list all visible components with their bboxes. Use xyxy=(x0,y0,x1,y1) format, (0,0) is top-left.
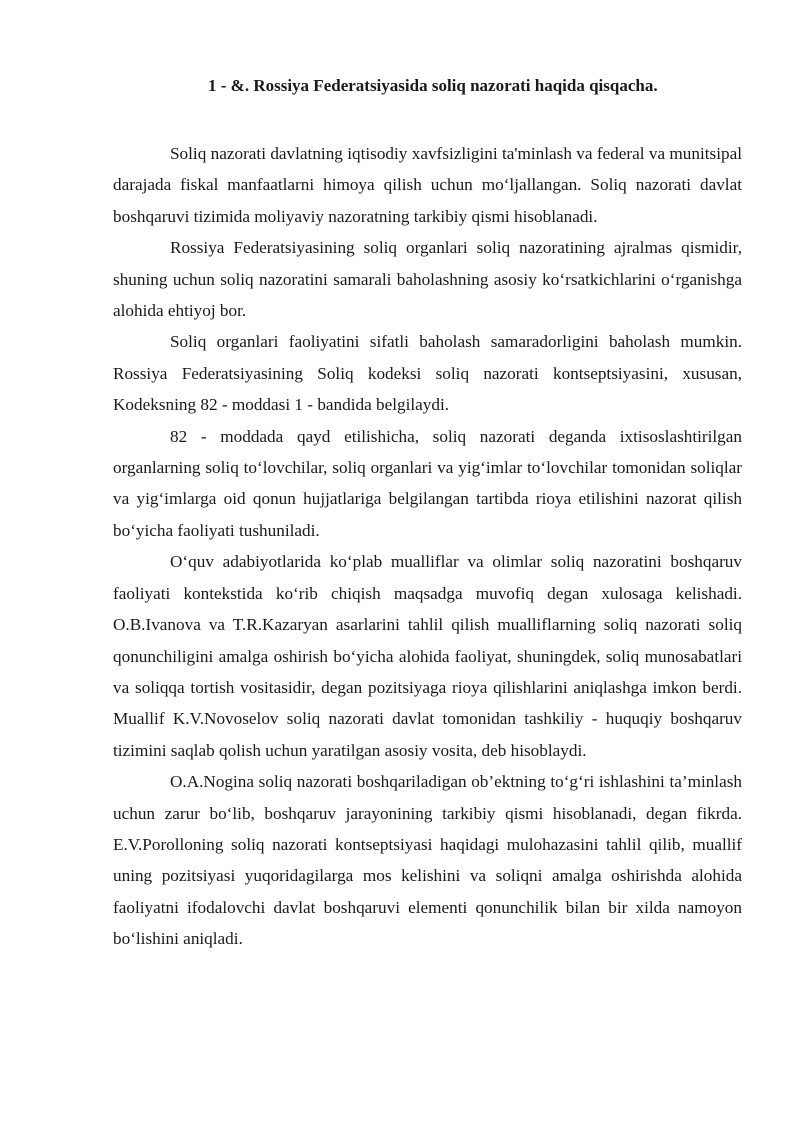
paragraph: O.A.Nogina soliq nazorati boshqariladigan ob’ektning to‘g‘ri ishlashini ta’minlash uchun zarur bo‘lib, boshqaruv jarayonining tarkibiy qismi hisoblanadi, degan fikrda. E.V.Porolloning soliq nazorati kontseptsiyasi haqidagi mulohazasini tahlil qilib, muallif uning pozitsiyasi yuqoridagilarga mos kelishini va soliqni amalga oshirishda alohida faoliyatni ifodalovchi davlat boshqaruvi elementi qonunchilik bilan bir xilda namoyon bo‘lishini aniqladi. xyxy=(113,772,742,949)
paragraph: Soliq nazorati davlatning iqtisodiy xavfsizligini ta'minlash va federal va munitsipal darajada fiskal manfaatlarni himoya qilish uchun mo‘ljallangan. Soliq nazorati davlat boshqaruvi tizimida moliyaviy nazoratning tarkibiy qismi hisoblanadi. xyxy=(113,144,742,226)
paragraph: Soliq organlari faoliyatini sifatli baholash samaradorligini baholash mumkin. Rossiya Federatsiyasining Soliq kodeksi soliq nazorati kontseptsiyasini, xususan, Kodeksning 82 - moddasi 1 - bandida belgilaydi. xyxy=(113,332,742,415)
paragraph: 82 - moddada qayd etilishicha, soliq nazorati deganda ixtisoslashtirilgan organlarning soliq to‘lovchilar, soliq organlari va yig‘imlar to‘lovchilar tomonidan soliqlar va yig‘imlarga oid qonun hujjatlariga belgilangan tartibda rioya etilishini nazorat qilish bo‘yicha faoliyati tushuniladi. xyxy=(113,426,742,540)
page-title: 1 - &. Rossiya Federatsiyasida soliq nazorati haqida qisqacha. xyxy=(208,76,658,95)
paragraph: O‘quv adabiyotlarida ko‘plab mualliflar va olimlar soliq nazoratini boshqaruv faoliyati kontekstida ko‘rib chiqish maqsadga muvofiq degan xulosaga kelishadi. O.B.Ivanova va T.R.Kazaryan asarlarini tahlil qilish mualliflarning soliq nazorati soliq qonunchiligini amalga oshirish bo‘yicha alohida faoliyat, shuningdek, soliq munosabatlari va soliqqa tortish vositasidir, degan pozitsiyaga rioya qilishlarini aniqlashga imkon berdi. Muallif K.V.Novoselov soliq nazorati davlat tomonidan tashkiliy - huquqiy boshqaruv tizimini saqlab qolish uchun yaratilgan asosiy vosita, deb hisoblaydi. xyxy=(113,552,742,760)
body-text xyxy=(113,138,742,955)
paragraph: Rossiya Federatsiyasining soliq organlari soliq nazoratining ajralmas qismidir, shuning uchun soliq nazoratini samarali baholashning asosiy ko‘rsatkichlarini o‘rganishga alohida ehtiyoj bor. xyxy=(113,238,742,321)
